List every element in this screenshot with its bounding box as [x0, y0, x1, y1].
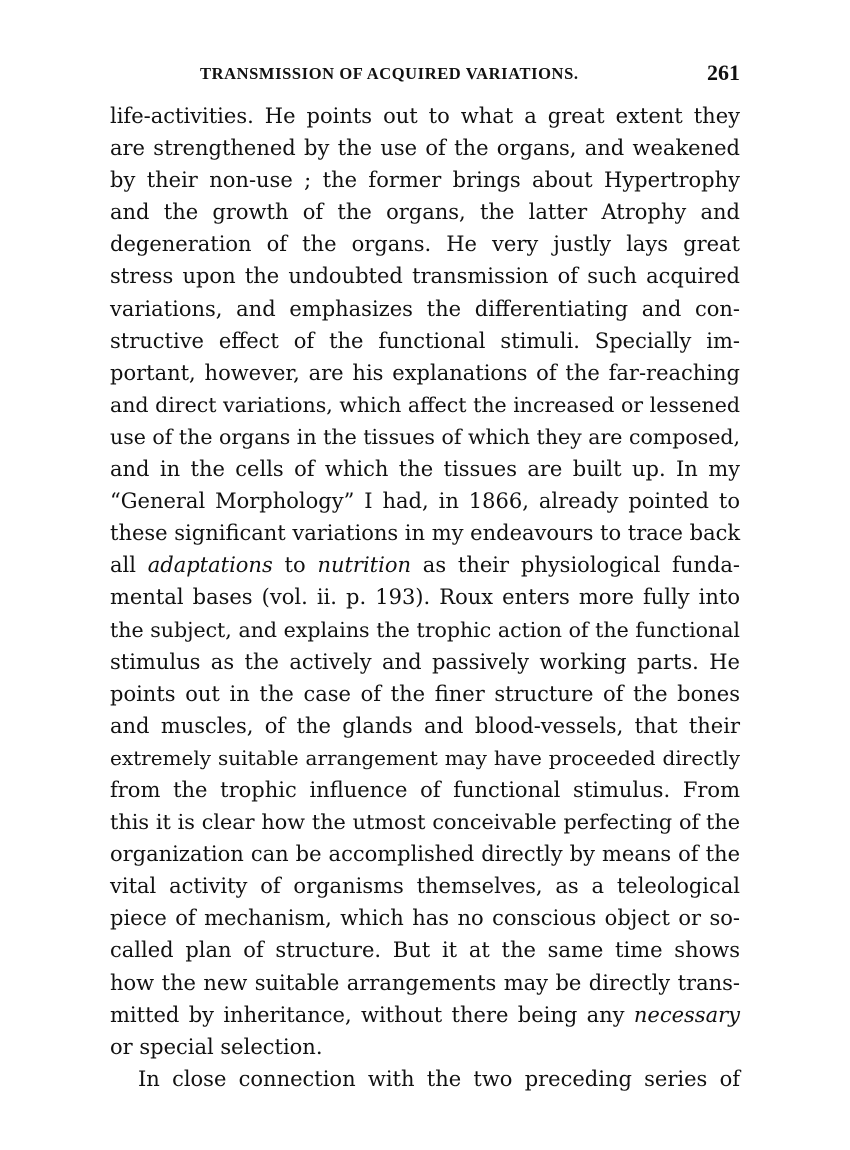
text-line [110, 742, 740, 774]
text-segment: these significant variations in my endeavours to trace back [110, 521, 741, 546]
text-segment: to [272, 553, 318, 578]
text-segment: and muscles, of the glands and blood-vessels, that their [110, 713, 740, 738]
text-segment: stimulus as the actively and passively working parts. He [110, 649, 740, 674]
text-segment: are strengthened by the use of the organs, and weakened [110, 136, 740, 161]
italic-text: nutrition [317, 553, 412, 578]
body-text [110, 100, 740, 1095]
text-segment: or special selection. [110, 1034, 323, 1059]
text-line [110, 806, 740, 838]
text-line [110, 774, 740, 806]
text-segment: stress upon the undoubted transmission of such acquired [110, 264, 740, 289]
text-segment: and the growth of the organs, the latter Atrophy and [110, 200, 740, 225]
running-head [108, 60, 740, 88]
text-segment: extremely suitable arrangement may have proceeded directly [110, 745, 740, 770]
text-line [110, 710, 740, 742]
text-segment: mitted by inheritance, without there being any [110, 1002, 634, 1027]
text-line [110, 838, 740, 870]
text-line [110, 164, 740, 196]
text-segment: all [110, 553, 148, 578]
page-number: 261 [707, 60, 740, 85]
text-segment: piece of mechanism, which has no conscious object or so- [110, 906, 740, 931]
text-line [110, 132, 740, 164]
text-line [110, 100, 740, 132]
text-line [110, 453, 740, 485]
text-line [110, 934, 740, 966]
text-segment: points out in the case of the finer structure of the bones [110, 681, 740, 706]
text-segment: structive effect of the functional stimuli. Specially im- [110, 328, 740, 353]
text-segment: vital activity of organisms themselves, as a teleological [110, 874, 740, 899]
text-line [110, 357, 740, 389]
text-segment: as their physiological funda- [411, 553, 741, 578]
text-line [110, 517, 740, 549]
text-segment: the subject, and explains the trophic action of the functional [110, 617, 740, 642]
text-line [110, 614, 740, 646]
text-segment: use of the organs in the tissues of which they are composed, [110, 424, 740, 449]
text-segment: and direct variations, which affect the increased or lessened [110, 392, 740, 417]
running-title: TRANSMISSION OF ACQUIRED VARIATIONS. [200, 64, 579, 83]
text-line [110, 902, 740, 934]
text-line [110, 389, 740, 421]
text-segment: this it is clear how the utmost conceivable perfecting of the [110, 810, 740, 835]
text-segment: organization can be accomplished directly by means of the [110, 842, 740, 867]
text-line [110, 646, 740, 678]
text-line [110, 228, 740, 260]
text-segment: and in the cells of which the tissues are built up. In my [110, 457, 740, 482]
text-line [110, 870, 740, 902]
text-segment: from the trophic influence of functional stimulus. From [110, 777, 740, 802]
text-line [110, 421, 740, 453]
text-line [110, 999, 740, 1031]
text-segment: called plan of structure. But it at the same time shows [110, 938, 740, 963]
text-segment: variations, and emphasizes the differentiating and con- [110, 296, 740, 321]
text-line [110, 325, 740, 357]
text-line [110, 196, 740, 228]
text-segment: mental bases (vol. ii. p. 193). Roux enters more fully into [110, 585, 740, 610]
text-line [110, 1031, 740, 1063]
text-segment: portant, however, are his explanations of the far-reaching [110, 360, 740, 385]
text-line [110, 581, 740, 613]
text-line [110, 549, 740, 581]
text-segment: by their non-use ; the former brings about Hypertrophy [110, 168, 740, 193]
italic-text: adaptations [147, 553, 273, 578]
text-line [110, 260, 740, 292]
text-segment: how the new suitable arrangements may be directly trans- [110, 970, 740, 995]
text-line [110, 1063, 740, 1095]
text-segment: degeneration of the organs. He very justly lays great [110, 232, 740, 257]
text-line [110, 485, 740, 517]
text-line [110, 678, 740, 710]
italic-text: necessary [633, 1002, 740, 1027]
text-line [110, 967, 740, 999]
text-segment: life-activities. He points out to what a great extent they [110, 104, 740, 128]
text-segment: “General Morphology” I had, in 1866, already pointed to [110, 489, 740, 514]
text-line [110, 293, 740, 325]
text-segment: In close connection with the two preceding series of [138, 1066, 740, 1091]
